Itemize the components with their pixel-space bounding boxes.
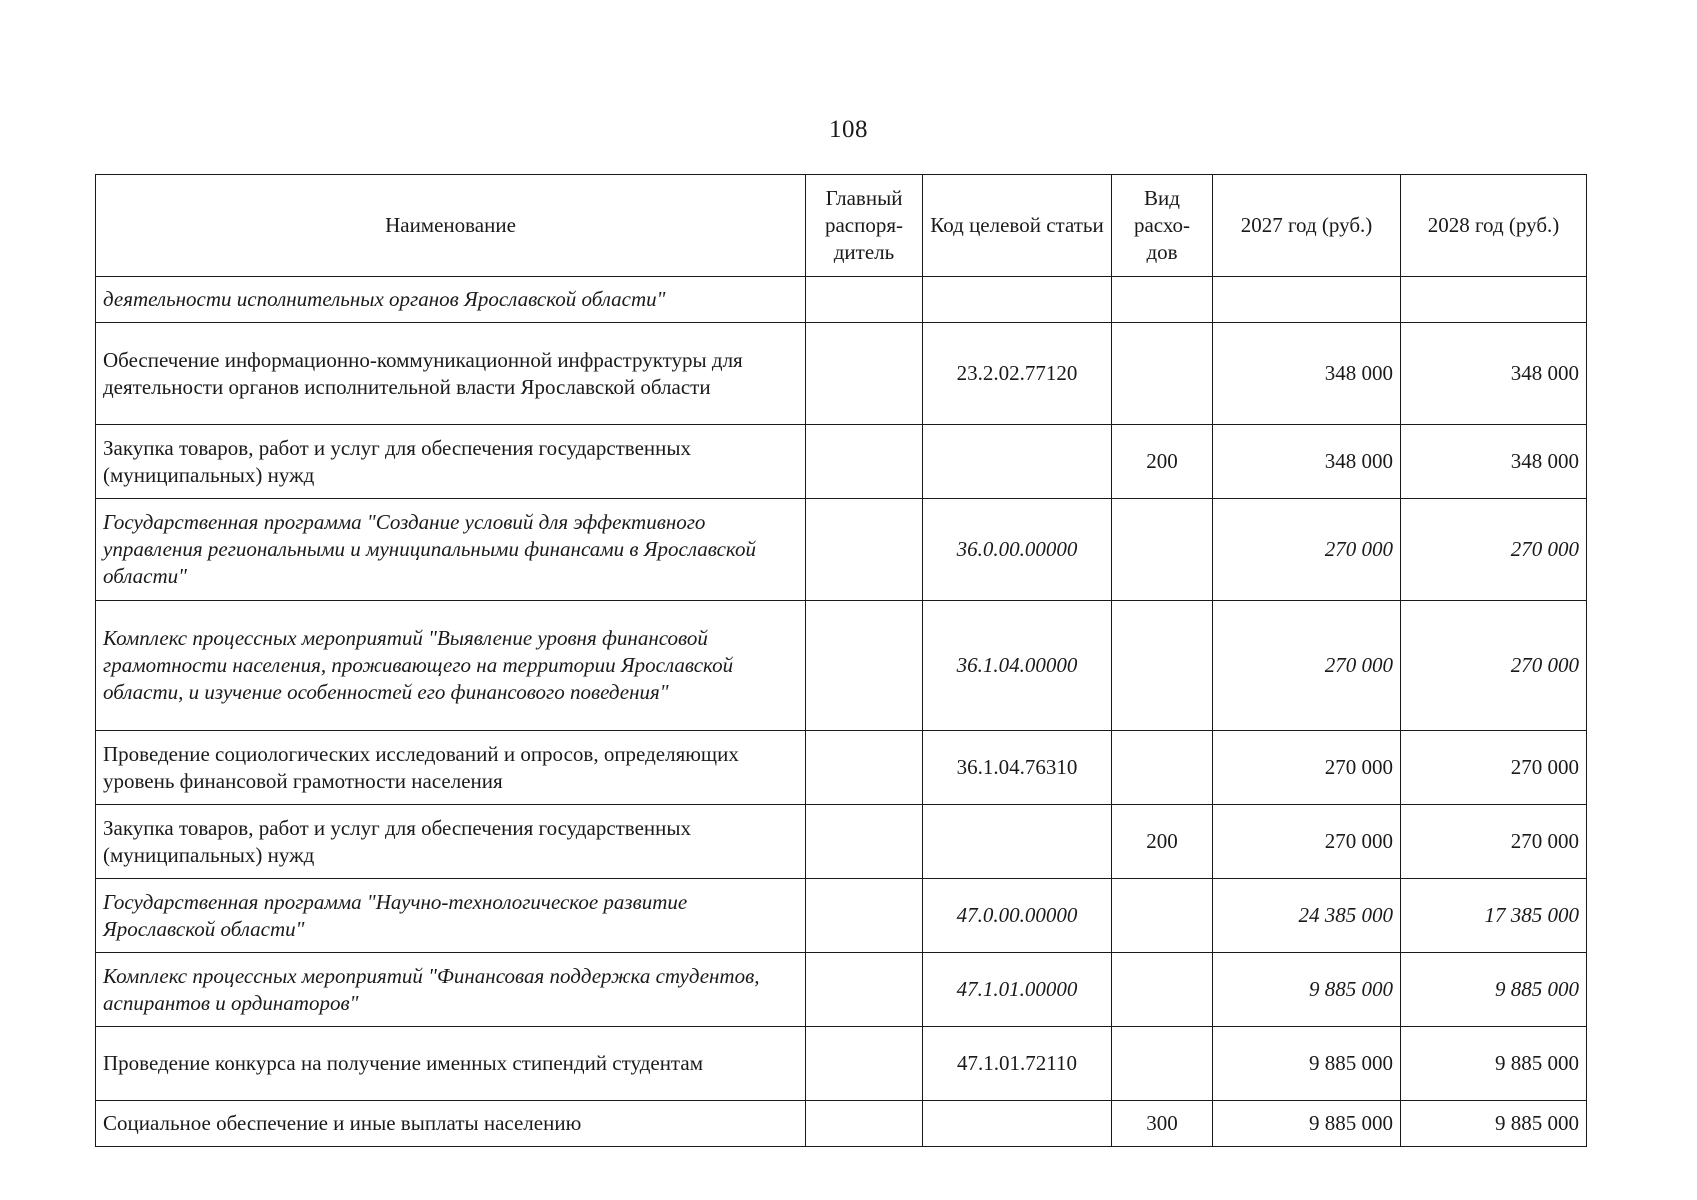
row-code: 47.0.00.00000 xyxy=(923,879,1112,953)
row-manager xyxy=(806,1101,923,1147)
row-2028: 270 000 xyxy=(1401,601,1587,731)
table-row xyxy=(96,1101,1587,1147)
row-manager xyxy=(806,323,923,425)
table-row xyxy=(96,805,1587,879)
row-name: Социальное обеспечение и иные выплаты населению xyxy=(96,1101,806,1147)
row-name: Комплекс процессных мероприятий "Выявление уровня финансовой грамотности населения, проживающего на территории Ярославской области, и изучение особенностей его финансового поведения" xyxy=(96,601,806,731)
row-code: 36.1.04.00000 xyxy=(923,601,1112,731)
table-row xyxy=(96,425,1587,499)
header-manager: Главный распоря-дитель xyxy=(806,175,923,277)
row-code xyxy=(923,425,1112,499)
header-type: Вид расхо-дов xyxy=(1112,175,1213,277)
row-code xyxy=(923,277,1112,323)
row-type: 300 xyxy=(1112,1101,1213,1147)
row-name: Закупка товаров, работ и услуг для обеспечения государственных (муниципальных) нужд xyxy=(96,805,806,879)
row-2027: 270 000 xyxy=(1213,805,1401,879)
row-code: 23.2.02.77120 xyxy=(923,323,1112,425)
row-manager xyxy=(806,805,923,879)
row-2027: 270 000 xyxy=(1213,601,1401,731)
row-2027: 348 000 xyxy=(1213,425,1401,499)
row-name: деятельности исполнительных органов Ярославской области" xyxy=(96,277,806,323)
row-2028: 17 385 000 xyxy=(1401,879,1587,953)
row-name: Государственная программа "Создание условий для эффективного управления региональными и муниципальными финансами в Ярославской области" xyxy=(96,499,806,601)
row-type xyxy=(1112,1027,1213,1101)
table-row xyxy=(96,953,1587,1027)
row-type: 200 xyxy=(1112,425,1213,499)
row-type xyxy=(1112,323,1213,425)
header-name: Наименование xyxy=(96,175,806,277)
row-type xyxy=(1112,731,1213,805)
row-2027: 270 000 xyxy=(1213,499,1401,601)
row-2027 xyxy=(1213,277,1401,323)
row-name: Проведение конкурса на получение именных стипендий студентам xyxy=(96,1027,806,1101)
row-name: Комплекс процессных мероприятий "Финансовая поддержка студентов, аспирантов и ординаторов" xyxy=(96,953,806,1027)
table-row xyxy=(96,277,1587,323)
row-code: 47.1.01.00000 xyxy=(923,953,1112,1027)
row-2028: 270 000 xyxy=(1401,499,1587,601)
row-type xyxy=(1112,601,1213,731)
row-2027: 9 885 000 xyxy=(1213,1101,1401,1147)
row-manager xyxy=(806,731,923,805)
row-2028: 9 885 000 xyxy=(1401,1027,1587,1101)
row-type xyxy=(1112,879,1213,953)
row-2027: 24 385 000 xyxy=(1213,879,1401,953)
row-manager xyxy=(806,879,923,953)
table-row xyxy=(96,499,1587,601)
row-manager xyxy=(806,499,923,601)
row-2027: 270 000 xyxy=(1213,731,1401,805)
row-2028: 348 000 xyxy=(1401,425,1587,499)
row-manager xyxy=(806,277,923,323)
budget-table xyxy=(95,174,1587,1147)
row-code: 36.1.04.76310 xyxy=(923,731,1112,805)
header-2027: 2027 год (руб.) xyxy=(1213,175,1401,277)
row-2028: 270 000 xyxy=(1401,805,1587,879)
table-row xyxy=(96,731,1587,805)
page-number: 108 xyxy=(829,116,868,143)
row-2027: 9 885 000 xyxy=(1213,1027,1401,1101)
row-2028: 9 885 000 xyxy=(1401,1101,1587,1147)
row-2028: 348 000 xyxy=(1401,323,1587,425)
row-name: Государственная программа "Научно-технологическое развитие Ярославской области" xyxy=(96,879,806,953)
table-row xyxy=(96,879,1587,953)
row-2028 xyxy=(1401,277,1587,323)
row-type xyxy=(1112,953,1213,1027)
table-row xyxy=(96,1027,1587,1101)
row-manager xyxy=(806,1027,923,1101)
row-manager xyxy=(806,425,923,499)
row-2027: 9 885 000 xyxy=(1213,953,1401,1027)
header-code: Код целевой статьи xyxy=(923,175,1112,277)
row-2027: 348 000 xyxy=(1213,323,1401,425)
row-code: 47.1.01.72110 xyxy=(923,1027,1112,1101)
row-name: Проведение социологических исследований и опросов, определяющих уровень финансовой грамотности населения xyxy=(96,731,806,805)
row-code: 36.0.00.00000 xyxy=(923,499,1112,601)
row-name: Обеспечение информационно-коммуникационной инфраструктуры для деятельности органов исполнительной власти Ярославской области xyxy=(96,323,806,425)
row-manager xyxy=(806,953,923,1027)
row-2028: 270 000 xyxy=(1401,731,1587,805)
row-code xyxy=(923,805,1112,879)
row-type xyxy=(1112,277,1213,323)
table-row xyxy=(96,323,1587,425)
row-2028: 9 885 000 xyxy=(1401,953,1587,1027)
row-manager xyxy=(806,601,923,731)
row-type xyxy=(1112,499,1213,601)
row-name: Закупка товаров, работ и услуг для обеспечения государственных (муниципальных) нужд xyxy=(96,425,806,499)
row-type: 200 xyxy=(1112,805,1213,879)
table-row xyxy=(96,601,1587,731)
row-code xyxy=(923,1101,1112,1147)
table-header-row xyxy=(96,175,1587,277)
header-2028: 2028 год (руб.) xyxy=(1401,175,1587,277)
